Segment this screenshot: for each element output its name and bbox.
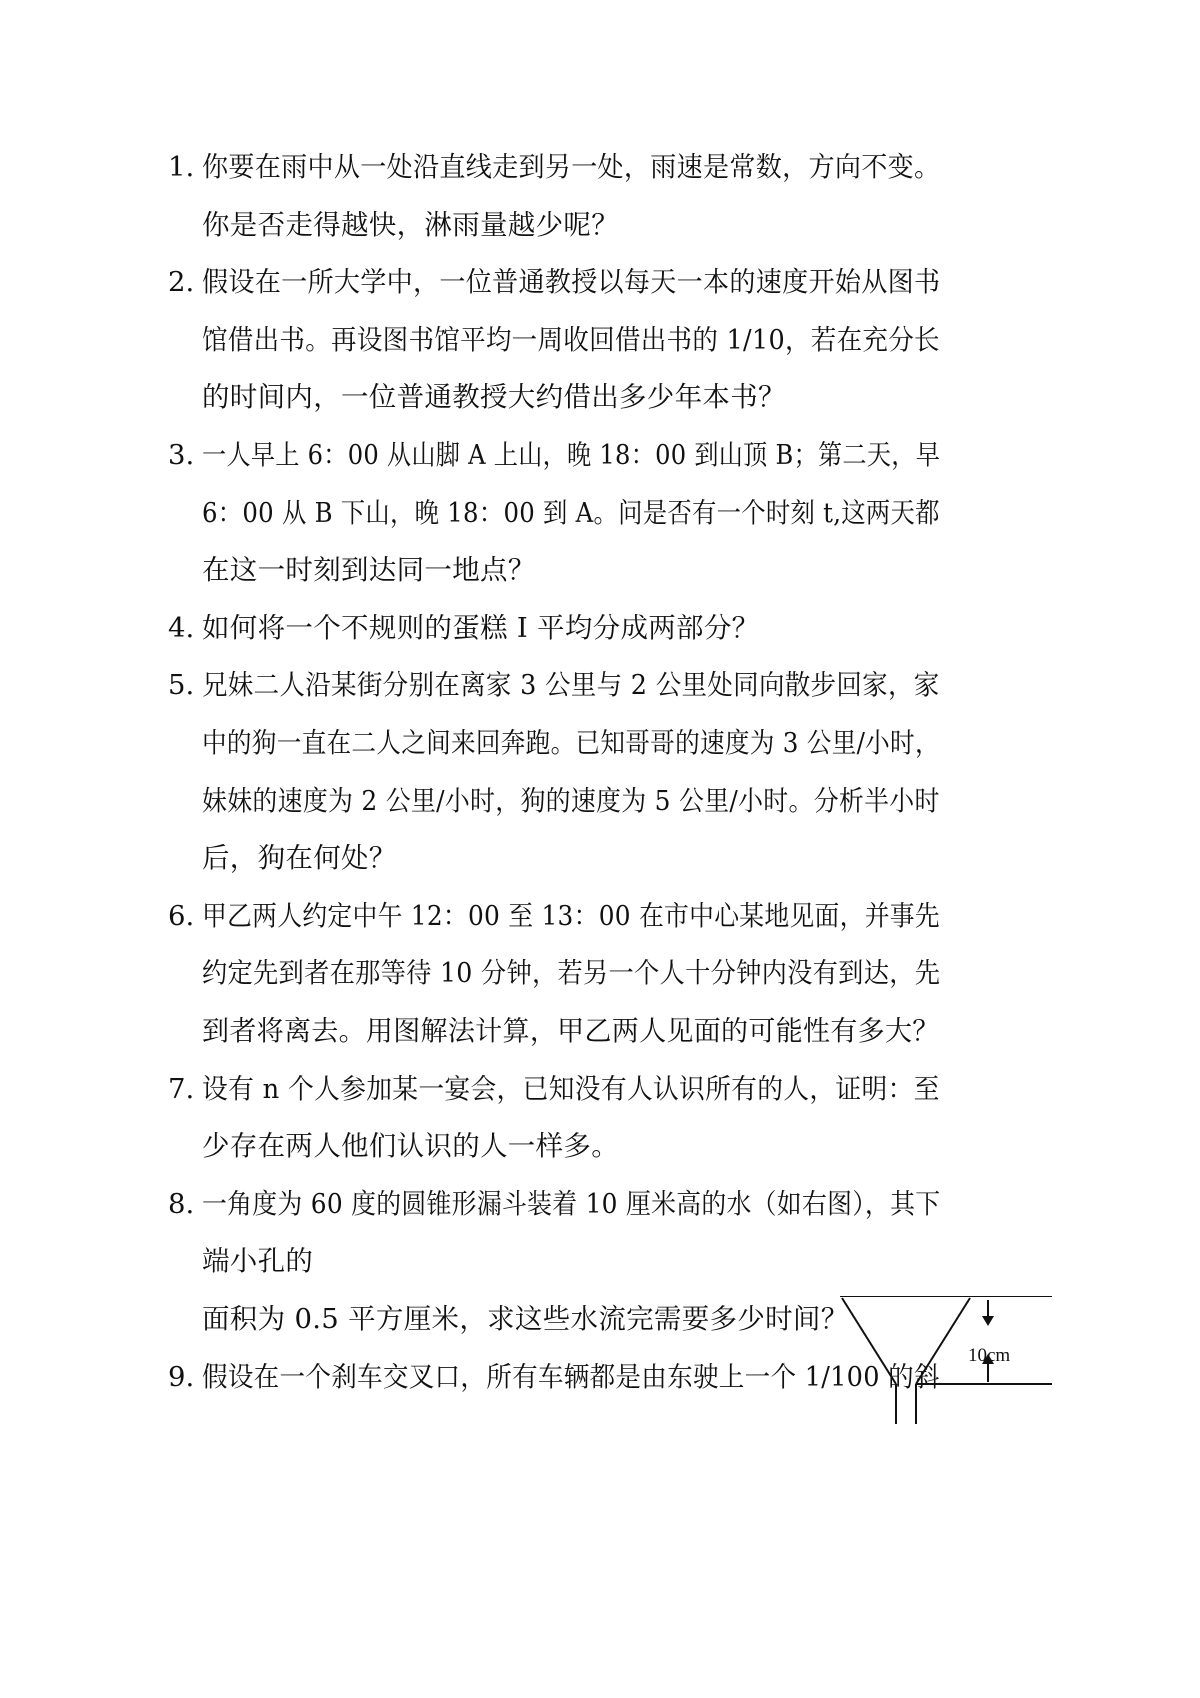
problem-text-line: 到者将离去。用图解法计算，甲乙两人见面的可能性有多大？ [202,1015,940,1047]
problem-text-line: 假设在一所大学中，一位普通教授以每天一本的速度开始从图书 [202,266,941,299]
problem-number: 3. [168,439,195,471]
problem-text-line: 中的狗一直在二人之间来回奔跑。已知哥哥的速度为 3 公里/小时， [202,727,940,759]
problem-number: 9. [168,1360,195,1393]
figure-label: 10cm [968,1345,1011,1366]
problem-text-line: 设有 n 个人参加某一宴会，已知没有人认识所有的人，证明：至 [202,1072,940,1105]
funnel-left-wall [842,1298,896,1384]
problem-text-line: 假设在一个刹车交叉口，所有车辆都是由东驶上一个 1/100 的斜 [202,1360,940,1393]
problem-text-line: 端小孔的 [202,1245,314,1278]
problem-text-line: 的时间内，一位普通教授大约借出多少年本书？ [202,381,786,414]
problem-text-line: 如何将一个不规则的蛋糕 I 平均分成两部分？ [202,611,760,644]
problem-text-line: 后，狗在何处？ [202,842,397,875]
problem-text-line: 一人早上 6：00 从山脚 A 上山，晚 18：00 到山顶 B；第二天，早 [202,439,941,471]
problem-number: 6. [168,899,195,932]
problem-number: 8. [168,1187,195,1220]
problem-text-line: 少存在两人他们认识的人一样多。 [202,1130,619,1163]
problem-text-line: 你是否走得越快，淋雨量越少呢？ [202,208,619,241]
arrowhead-down [982,1316,994,1326]
problem-text-line: 甲乙两人约定中午 12：00 至 13：00 在市中心某地见面，并事先 [202,899,940,932]
problem-text-line: 一角度为 60 度的圆锥形漏斗装着 10 厘米高的水（如右图），其下 [202,1187,941,1220]
problem-text-line: 兄妹二人沿某街分别在离家 3 公里与 2 公里处同向散步回家，家 [202,669,940,702]
problem-text-line: 6：00 从 B 下山，晚 18：00 到 A。问是否有一个时刻 t,这两天都 [202,496,940,529]
problem-text-line: 你要在雨中从一处沿直线走到另一处，雨速是常数，方向不变。 [202,151,941,183]
problem-text-line: 面积为 0.5 平方厘米，求这些水流完需要多少时间？ [202,1303,849,1335]
funnel-right-wall [916,1298,970,1384]
problem-text-line: 约定先到者在那等待 10 分钟，若另一个人十分钟内没有到达，先 [202,957,941,990]
funnel-figure [840,1296,1052,1424]
problem-text-line: 在这一时刻到达同一地点？ [202,554,536,587]
problem-number: 1. [168,151,195,183]
problem-number: 4. [168,611,195,644]
problem-number: 5. [168,669,195,702]
problem-text-line: 馆借出书。再设图书馆平均一周收回借出书的 1/10，若在充分长 [202,323,940,356]
problem-number: 2. [168,266,195,299]
problem-text-line: 妹妹的速度为 2 公里/小时，狗的速度为 5 公里/小时。分析半小时 [202,784,940,817]
problem-number: 7. [168,1072,195,1105]
